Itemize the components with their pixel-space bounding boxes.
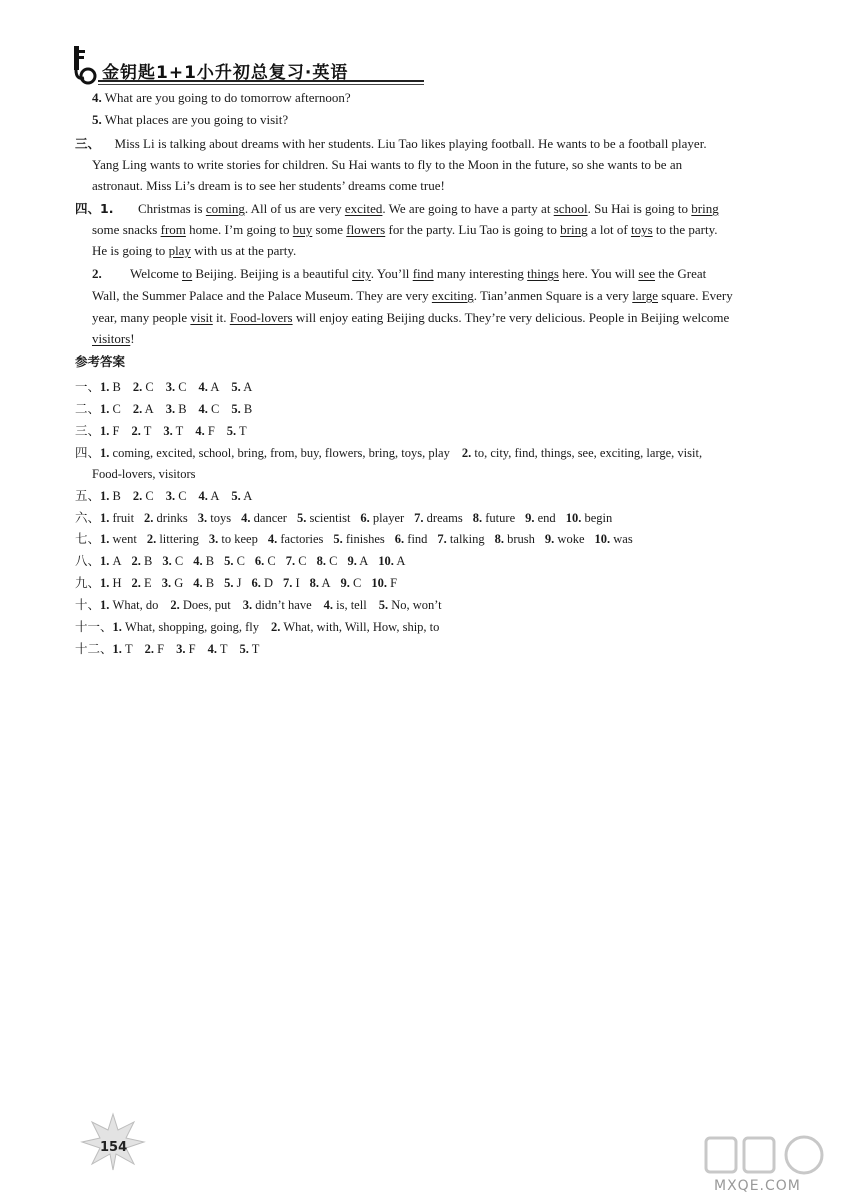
answer-value: T: [143, 424, 152, 438]
answer-value: scientist: [309, 511, 351, 525]
answer-item: [241, 511, 287, 525]
answer-number: 4.: [323, 598, 333, 612]
answer-number: 8.: [316, 554, 326, 568]
answer-number: 10.: [371, 576, 387, 590]
answer-value: A: [210, 489, 220, 503]
answer-value: No, won’t: [391, 598, 442, 612]
answer-row: [75, 641, 271, 657]
answer-number: 10.: [565, 511, 582, 525]
answer-number: 1.: [100, 489, 110, 503]
answer-value: didn’t have: [255, 598, 312, 612]
answer-row: [75, 597, 454, 613]
answer-number: 4.: [198, 380, 208, 394]
answer-number: 1.: [100, 424, 110, 438]
answer-value: C: [145, 380, 154, 394]
answer-item: [473, 511, 515, 525]
answer-number: 4.: [193, 576, 203, 590]
answer-value: end: [537, 511, 556, 525]
answer-value: finishes: [345, 532, 385, 546]
answer-item: [227, 424, 247, 438]
answer-value: future: [485, 511, 516, 525]
answer-value: F: [188, 642, 196, 656]
answer-value: A: [210, 380, 220, 394]
answer-value: A: [396, 554, 406, 568]
answer-number: 4.: [207, 642, 217, 656]
answer-number: 6.: [360, 511, 370, 525]
section-4-p2-line-2: Wall, the Summer Palace and the Palace Museum. They are very exciting. Tian’anmen Square is a very large square. Every: [92, 288, 733, 303]
answer-item: [317, 554, 338, 568]
answer-value: talking: [449, 532, 485, 546]
answer-value: Food-lovers, visitors: [92, 467, 196, 481]
answer-number: 5.: [224, 576, 234, 590]
answer-item: [195, 424, 214, 438]
answer-item: [166, 380, 187, 394]
answer-number: 4.: [195, 424, 205, 438]
answer-number: 1.: [100, 402, 110, 416]
answer-value: coming, excited, school, bring, from, buy, flowers, bring, toys, play: [112, 446, 450, 460]
answer-row-label: 七、: [75, 532, 101, 546]
answer-number: 9.: [347, 554, 357, 568]
answer-value: T: [251, 642, 260, 656]
answer-value: woke: [557, 532, 585, 546]
answer-item: [100, 380, 121, 394]
answer-value: B: [144, 554, 153, 568]
answer-row-label: 十、: [75, 598, 101, 612]
answer-number: 3.: [165, 380, 176, 394]
answer-row-label: 十二、: [75, 642, 113, 656]
section-3-line-3: astronaut. Miss Li’s dream is to see her students’ dreams come true!: [92, 178, 445, 193]
answer-value: D: [263, 576, 273, 590]
watermark-text: MXQE.COM: [714, 1178, 801, 1194]
answer-number: 7.: [437, 532, 447, 546]
answer-value: C: [174, 554, 184, 568]
answer-value: F: [157, 642, 165, 656]
answer-item: [100, 511, 134, 525]
answer-number: 10.: [378, 554, 394, 568]
answer-number: 5.: [226, 424, 237, 438]
answer-item: [162, 554, 183, 568]
answer-item: [100, 598, 158, 612]
answer-item: [199, 489, 220, 503]
page-header: [62, 44, 362, 86]
answer-item: [271, 620, 439, 634]
answer-value: C: [236, 554, 245, 568]
answer-row: [75, 553, 415, 569]
answer-number: 1.: [100, 576, 110, 590]
answer-item: [163, 424, 183, 438]
answer-value: is, tell: [336, 598, 367, 612]
answer-number: 8.: [494, 532, 505, 546]
answer-item: [239, 642, 259, 656]
answer-item: [100, 489, 121, 503]
answer-number: 2.: [271, 620, 281, 634]
answer-number: 9.: [525, 511, 535, 525]
answer-item: [462, 446, 702, 460]
answer-value: B: [243, 402, 253, 416]
answer-number: 5.: [231, 402, 241, 416]
answer-value: C: [112, 402, 121, 416]
answer-number: 10.: [594, 532, 611, 546]
answer-value: C: [329, 554, 338, 568]
answer-number: 1.: [100, 554, 110, 568]
answer-number: 2.: [131, 554, 141, 568]
answer-number: 2.: [132, 402, 143, 416]
answer-item: [208, 642, 228, 656]
answer-number: 4.: [193, 554, 203, 568]
answer-item: [437, 532, 484, 546]
answer-item: [145, 642, 164, 656]
answer-item: [144, 511, 188, 525]
answer-number: 3.: [165, 402, 176, 416]
answer-value: T: [239, 424, 247, 438]
answer-row-label: 三、: [75, 424, 101, 438]
answer-item: [131, 424, 151, 438]
answer-row: [75, 423, 259, 439]
answer-value: What, shopping, going, fly: [125, 620, 260, 634]
answer-number: 3.: [197, 511, 208, 525]
answer-number: 1.: [100, 532, 110, 546]
answer-item: [255, 554, 276, 568]
answer-value: went: [112, 532, 137, 546]
answer-value: G: [174, 576, 184, 590]
answer-item: [100, 424, 119, 438]
answer-item: [166, 402, 187, 416]
answer-row: [92, 466, 207, 482]
answer-item: [297, 511, 350, 525]
header-title: 金钥匙1+1小升初总复习·英语: [102, 63, 349, 83]
answer-number: 2.: [132, 489, 143, 503]
answer-value: T: [175, 424, 184, 438]
answer-number: 7.: [282, 576, 293, 590]
answer-item: [566, 511, 613, 525]
answer-value: begin: [584, 511, 613, 525]
answer-value: C: [352, 576, 362, 590]
answer-number: 2.: [144, 511, 154, 525]
question-4: 4. What are you going to do tomorrow afternoon?: [92, 90, 351, 105]
answer-value: A: [243, 489, 253, 503]
answer-number: 7.: [285, 554, 296, 568]
answer-value: A: [359, 554, 369, 568]
answer-row-label: 九、: [75, 576, 101, 590]
answer-item: [378, 554, 405, 568]
answer-value: F: [207, 424, 215, 438]
answer-number: 5.: [224, 554, 234, 568]
answer-item: [209, 532, 258, 546]
answer-value: littering: [159, 532, 199, 546]
answer-value: T: [125, 642, 133, 656]
answer-item: [193, 576, 214, 590]
answer-value: fruit: [112, 511, 135, 525]
answer-value: brush: [507, 532, 535, 546]
answer-value: find: [407, 532, 428, 546]
answer-number: 4.: [198, 402, 208, 416]
answer-value: to, city, find, things, see, exciting, large, visit,: [474, 446, 703, 460]
answer-value: to keep: [221, 532, 258, 546]
section-3-line-2: Yang Ling wants to write stories for children. Su Hai wants to fly to the Moon in the future, so she wants to be an: [92, 157, 683, 172]
answer-value: A: [243, 380, 253, 394]
answer-number: 8.: [309, 576, 320, 590]
answer-value: What, do: [112, 598, 159, 612]
answer-number: 2.: [132, 380, 143, 394]
answer-number: 5.: [333, 532, 343, 546]
answer-value: B: [178, 402, 187, 416]
section-4-p2-line-3: year, many people visit it. Food-lovers will enjoy eating Beijing ducks. They’re very delicious. People in Beijing welcome: [92, 310, 730, 325]
answer-item: [371, 576, 397, 590]
answer-item: [170, 598, 230, 612]
answer-item: [310, 576, 331, 590]
answer-item: [100, 402, 121, 416]
answer-item: [100, 446, 450, 460]
answer-item: [133, 380, 154, 394]
answer-number: 2.: [131, 576, 141, 590]
section-4-p1-line-3: He is going to play with us at the party.: [92, 243, 297, 258]
answer-item: [324, 598, 367, 612]
answer-value: C: [298, 554, 307, 568]
answer-value: I: [295, 576, 300, 590]
answer-row: [75, 510, 622, 526]
answer-number: 9.: [544, 532, 555, 546]
answer-value: player: [372, 511, 405, 525]
answer-number: 2.: [146, 532, 157, 546]
answer-item: [231, 380, 252, 394]
header-rule-thin: [98, 84, 424, 85]
watermark-logo-icon: [700, 1130, 840, 1180]
answer-item: [231, 489, 252, 503]
answer-number: 5.: [239, 642, 249, 656]
answer-number: 2.: [144, 642, 155, 656]
answer-value: toys: [210, 511, 232, 525]
answer-number: 5.: [296, 511, 307, 525]
answer-number: 3.: [176, 642, 186, 656]
answer-value: A: [112, 554, 122, 568]
answer-number: 3.: [162, 554, 172, 568]
answer-value: C: [178, 489, 187, 503]
answer-row-label: 二、: [75, 402, 101, 416]
answer-value: dancer: [253, 511, 287, 525]
answer-value: H: [112, 576, 122, 590]
section-4-p1-line-1: 四、1. Christmas is coming. All of us are very excited. We are going to have a party at school. Su Hai is going to bring: [75, 201, 719, 216]
answer-value: F: [390, 576, 398, 590]
answer-item: [545, 532, 585, 546]
answer-number: 2.: [461, 446, 472, 460]
answer-number: 4.: [198, 489, 208, 503]
answer-row-label: 四、: [75, 446, 101, 460]
answer-value: J: [236, 576, 242, 590]
answer-value: B: [112, 489, 121, 503]
answer-item: [347, 554, 368, 568]
answer-item: [166, 489, 187, 503]
answer-value: B: [205, 554, 215, 568]
answer-number: 1.: [112, 642, 122, 656]
answer-number: 5.: [231, 489, 241, 503]
answer-number: 6.: [251, 576, 261, 590]
answer-number: 7.: [414, 511, 424, 525]
answer-item: [340, 576, 361, 590]
answer-value: dreams: [426, 511, 463, 525]
answer-value: was: [613, 532, 633, 546]
answer-value: C: [211, 402, 220, 416]
answer-number: 1.: [112, 620, 122, 634]
answer-row-label: 十一、: [75, 620, 113, 634]
answer-item: [133, 402, 154, 416]
answer-value: E: [144, 576, 152, 590]
answer-number: 1.: [100, 511, 110, 525]
answer-item: [379, 598, 442, 612]
answer-item: [333, 532, 384, 546]
answer-row-label: 五、: [75, 489, 101, 503]
answer-item: [199, 380, 220, 394]
answer-row: [75, 401, 264, 417]
answer-number: 4.: [241, 511, 251, 525]
answer-item: [395, 532, 428, 546]
section-4-p2-line-1: 2. Welcome to Beijing. Beijing is a beautiful city. You’ll find many interesting things here. You will see the Great: [92, 266, 707, 281]
answer-number: 3.: [242, 598, 253, 612]
answer-row: [75, 575, 407, 591]
answer-item: [595, 532, 633, 546]
answer-number: 5.: [378, 598, 389, 612]
answer-row-label: 六、: [75, 511, 101, 525]
answer-item: [100, 576, 122, 590]
answer-number: 2.: [170, 598, 180, 612]
answer-number: 6.: [394, 532, 405, 546]
answer-number: 4.: [267, 532, 278, 546]
answer-row: [75, 488, 264, 504]
answer-item: [199, 402, 220, 416]
header-rule: [98, 80, 424, 82]
answer-item: [132, 576, 152, 590]
answer-row: [75, 531, 643, 547]
answer-value: B: [112, 380, 121, 394]
answer-number: 1.: [100, 446, 110, 460]
answer-number: 2.: [131, 424, 141, 438]
answer-number: 3.: [165, 489, 176, 503]
answer-value: C: [145, 489, 154, 503]
answer-item: [286, 554, 307, 568]
answer-value: drinks: [156, 511, 188, 525]
answer-number: 1.: [100, 598, 110, 612]
answer-value: T: [219, 642, 228, 656]
answer-item: [100, 554, 122, 568]
answer-number: 8.: [472, 511, 483, 525]
answer-value: C: [178, 380, 187, 394]
answer-item: [193, 554, 214, 568]
answer-item: [100, 532, 137, 546]
answers-title: 参考答案: [75, 354, 126, 369]
answer-value: B: [205, 576, 215, 590]
answer-item: [414, 511, 463, 525]
answer-item: [224, 554, 245, 568]
answer-item: [525, 511, 556, 525]
answer-item: [113, 642, 133, 656]
answer-value: factories: [280, 532, 324, 546]
answer-number: 1.: [100, 380, 110, 394]
answer-item: [198, 511, 231, 525]
answer-number: 3.: [163, 424, 173, 438]
answer-row-label: 八、: [75, 554, 101, 568]
answer-item: [176, 642, 195, 656]
answer-item: [133, 489, 154, 503]
answer-item: [231, 402, 252, 416]
answer-row: [75, 379, 264, 395]
question-5: 5. What places are you going to visit?: [92, 112, 289, 127]
answer-number: 9.: [340, 576, 350, 590]
answer-value: A: [321, 576, 331, 590]
answer-row-label: 一、: [75, 380, 101, 394]
answer-value: F: [112, 424, 120, 438]
answer-row: [75, 619, 451, 635]
answer-item: [283, 576, 300, 590]
answer-value: C: [267, 554, 276, 568]
answer-item: [251, 576, 273, 590]
answer-item: [147, 532, 199, 546]
answer-item: [92, 467, 195, 481]
answer-item: [224, 576, 241, 590]
answer-value: A: [144, 402, 154, 416]
section-4-p2-line-4: visitors!: [92, 331, 135, 346]
answer-number: 6.: [254, 554, 265, 568]
answer-item: [243, 598, 312, 612]
section-4-p1-line-2: some snacks from home. I’m going to buy some flowers for the party. Liu Tao is going to bring a lot of toys to the party.: [92, 222, 718, 237]
answer-item: [132, 554, 153, 568]
answer-item: [113, 620, 260, 634]
answer-item: [495, 532, 535, 546]
answer-value: Does, put: [182, 598, 231, 612]
section-3-line-1: 三、 Miss Li is talking about dreams with her students. Liu Tao likes playing football. He wants to be a football player.: [75, 136, 707, 151]
answer-row: [75, 445, 714, 461]
answer-item: [268, 532, 324, 546]
answer-number: 5.: [231, 380, 241, 394]
answer-number: 3.: [208, 532, 219, 546]
page-number: 154: [100, 1140, 128, 1155]
answer-item: [162, 576, 184, 590]
answer-value: What, with, Will, How, ship, to: [283, 620, 440, 634]
answer-number: 3.: [161, 576, 172, 590]
answer-item: [360, 511, 404, 525]
